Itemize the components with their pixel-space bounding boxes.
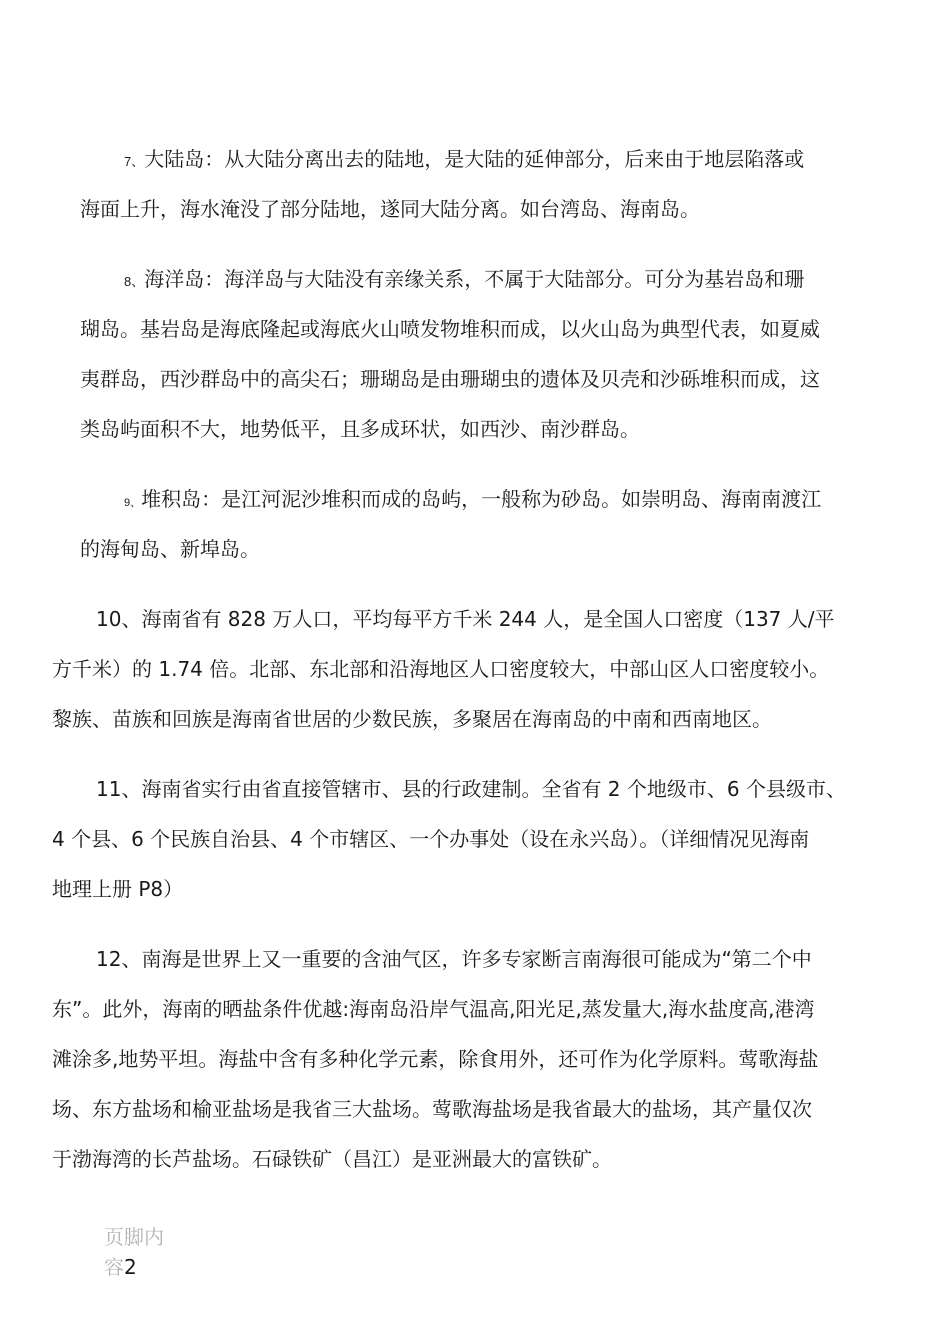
paragraph-11-line-1: 11、海南省实行由省直接管辖市、县的行政建制。全省有 2 个地级市、6 个县级市、 [96, 777, 846, 801]
paragraph-12-line-2: 东”。此外，海南的晒盐条件优越:海南岛沿岸气温高,阳光足,蒸发量大,海水盐度高,港湾 [52, 997, 815, 1021]
paragraph-9-number: 9、 [124, 497, 142, 509]
paragraph-8-line-3: 夷群岛，西沙群岛中的高尖石；珊瑚岛是由珊瑚虫的遗体及贝壳和沙砾堆积而成，这 [80, 367, 820, 391]
paragraph-10-line-1: 10、海南省有 828 万人口，平均每平方千米 244 人，是全国人口密度（137 人/平 [96, 607, 835, 631]
paragraph-8-number: 8、 [124, 274, 145, 289]
paragraph-10-line-3: 黎族、苗族和回族是海南省世居的少数民族，多聚居在海南岛的中南和西南地区。 [52, 707, 772, 731]
paragraph-8-line-4: 类岛屿面积不大，地势低平，且多成环状，如西沙、南沙群岛。 [80, 417, 640, 441]
paragraph-7-line-2: 海面上升，海水淹没了部分陆地，遂同大陆分离。如台湾岛、海南岛。 [80, 197, 700, 221]
paragraph-12-line-3: 滩涂多,地势平坦。海盐中含有多种化学元素，除食用外，还可作为化学原料。莺歌海盐 [52, 1047, 819, 1071]
paragraph-12-line-1: 12、南海是世界上又一重要的含油气区，许多专家断言南海很可能成为“第二个中 [96, 947, 812, 971]
paragraph-8-line-2: 瑚岛。基岩岛是海底隆起或海底火山喷发物堆积而成，以火山岛为典型代表，如夏威 [80, 317, 820, 341]
paragraph-9-line-1: 9、堆积岛：是江河泥沙堆积而成的岛屿，一般称为砂岛。如崇明岛、海南南渡江 [124, 487, 822, 511]
paragraph-9-line-2: 的海甸岛、新埠岛。 [80, 537, 260, 561]
paragraph-11-line-2: 4 个县、6 个民族自治县、4 个市辖区、一个办事处（设在永兴岛）。（详细情况见海南 [52, 827, 810, 851]
paragraph-8-line-1: 8、海洋岛：海洋岛与大陆没有亲缘关系，不属于大陆部分。可分为基岩岛和珊 [124, 267, 805, 291]
footer-label-line-1: 页脚内 [104, 1225, 164, 1249]
paragraph-11-line-3: 地理上册 P8） [52, 877, 184, 901]
paragraph-12-line-5: 于渤海湾的长芦盐场。石碌铁矿（昌江）是亚洲最大的富铁矿。 [52, 1147, 612, 1171]
paragraph-7-number: 7、 [124, 154, 145, 169]
paragraph-7-line-1: 7、大陆岛：从大陆分离出去的陆地，是大陆的延伸部分，后来由于地层陷落或 [124, 147, 805, 171]
page-footer [104, 1222, 184, 1282]
paragraph-12-line-4: 场、东方盐场和榆亚盐场是我省三大盐场。莺歌海盐场是我省最大的盐场，其产量仅次 [52, 1097, 812, 1121]
footer-label-line-2: 容2 [104, 1255, 137, 1279]
paragraph-10-line-2: 方千米）的 1.74 倍。北部、东北部和沿海地区人口密度较大，中部山区人口密度较小。 [52, 657, 830, 681]
page-number: 2 [124, 1255, 137, 1279]
